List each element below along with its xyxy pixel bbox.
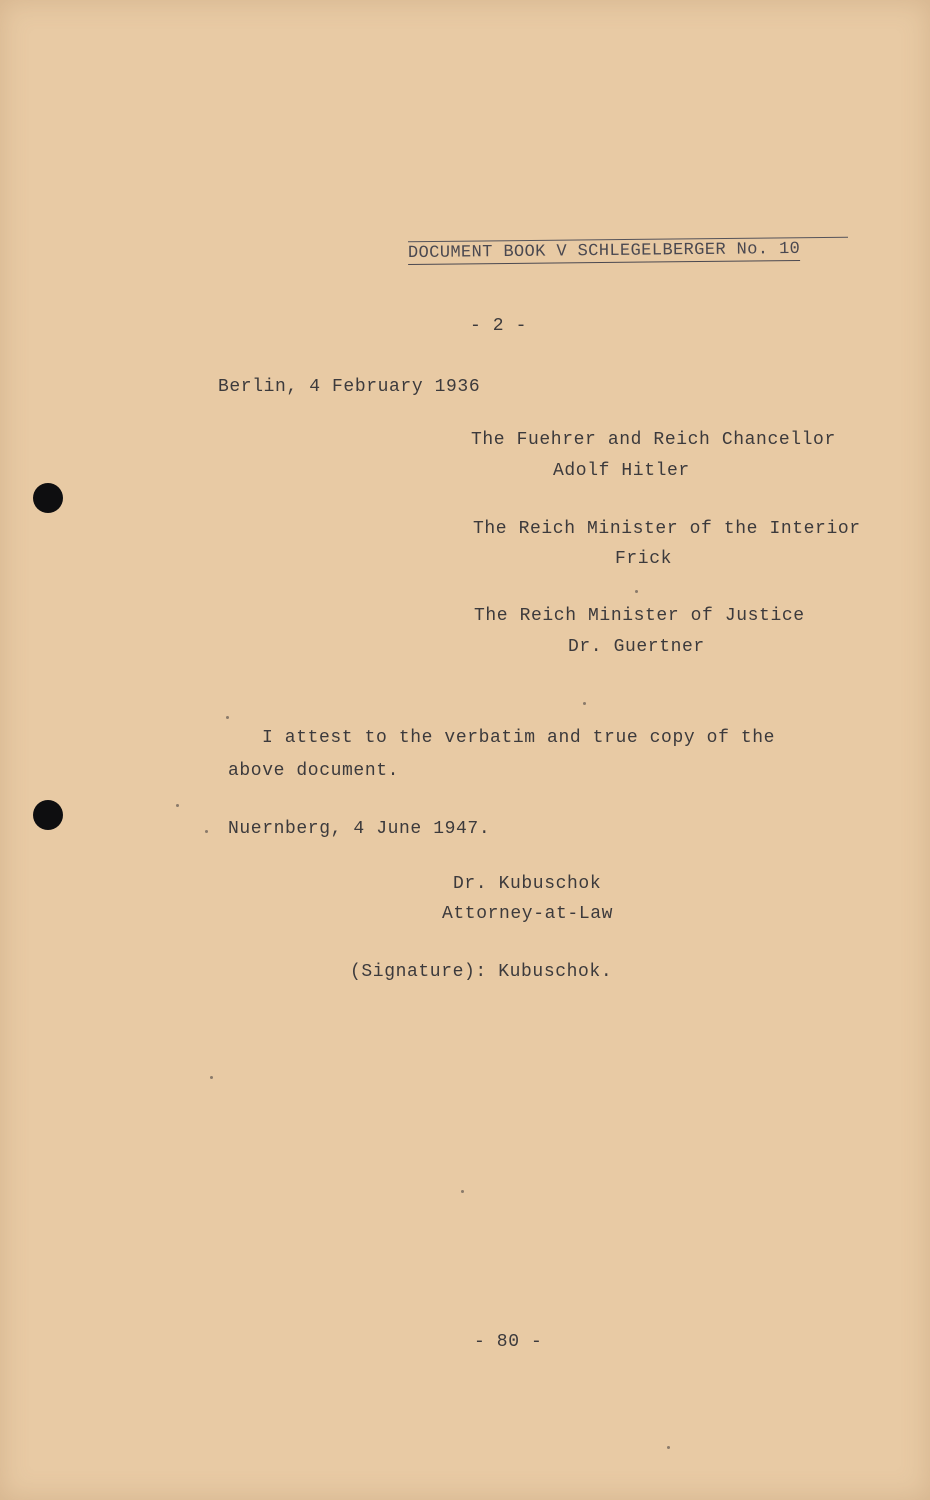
attorney-title: Attorney-at-Law <box>442 904 614 924</box>
page-number: - 2 - <box>470 316 528 336</box>
attestation-line-1: I attest to the verbatim and true copy of the <box>262 728 776 748</box>
paper-speck <box>210 1076 213 1079</box>
paper-speck <box>226 716 229 719</box>
signatory-title-justice: The Reich Minister of Justice <box>474 606 805 626</box>
paper-speck <box>461 1190 464 1193</box>
paper-speck <box>667 1446 670 1449</box>
attorney-name: Dr. Kubuschok <box>453 874 602 894</box>
paper-speck <box>176 804 179 807</box>
signatory-name-guertner: Dr. Guertner <box>568 637 705 657</box>
signature-line: (Signature): Kubuschok. <box>350 962 613 982</box>
signatory-name-frick: Frick <box>615 549 673 569</box>
berlin-date-line: Berlin, 4 February 1936 <box>218 377 481 397</box>
paper-speck <box>635 590 638 593</box>
nuernberg-date-line: Nuernberg, 4 June 1947. <box>228 819 491 839</box>
punch-hole-top <box>33 483 63 513</box>
signatory-name-hitler: Adolf Hitler <box>553 461 690 481</box>
document-book-header: DOCUMENT BOOK V SCHLEGELBERGER No. 10 <box>407 239 801 264</box>
paper-speck <box>583 702 586 705</box>
signatory-title-fuehrer: The Fuehrer and Reich Chancellor <box>471 430 836 450</box>
paper-speck <box>205 830 208 833</box>
punch-hole-bottom <box>33 800 63 830</box>
signatory-title-interior: The Reich Minister of the Interior <box>473 519 861 539</box>
footer-page-number: - 80 - <box>474 1332 543 1352</box>
attestation-line-2: above document. <box>228 761 400 781</box>
